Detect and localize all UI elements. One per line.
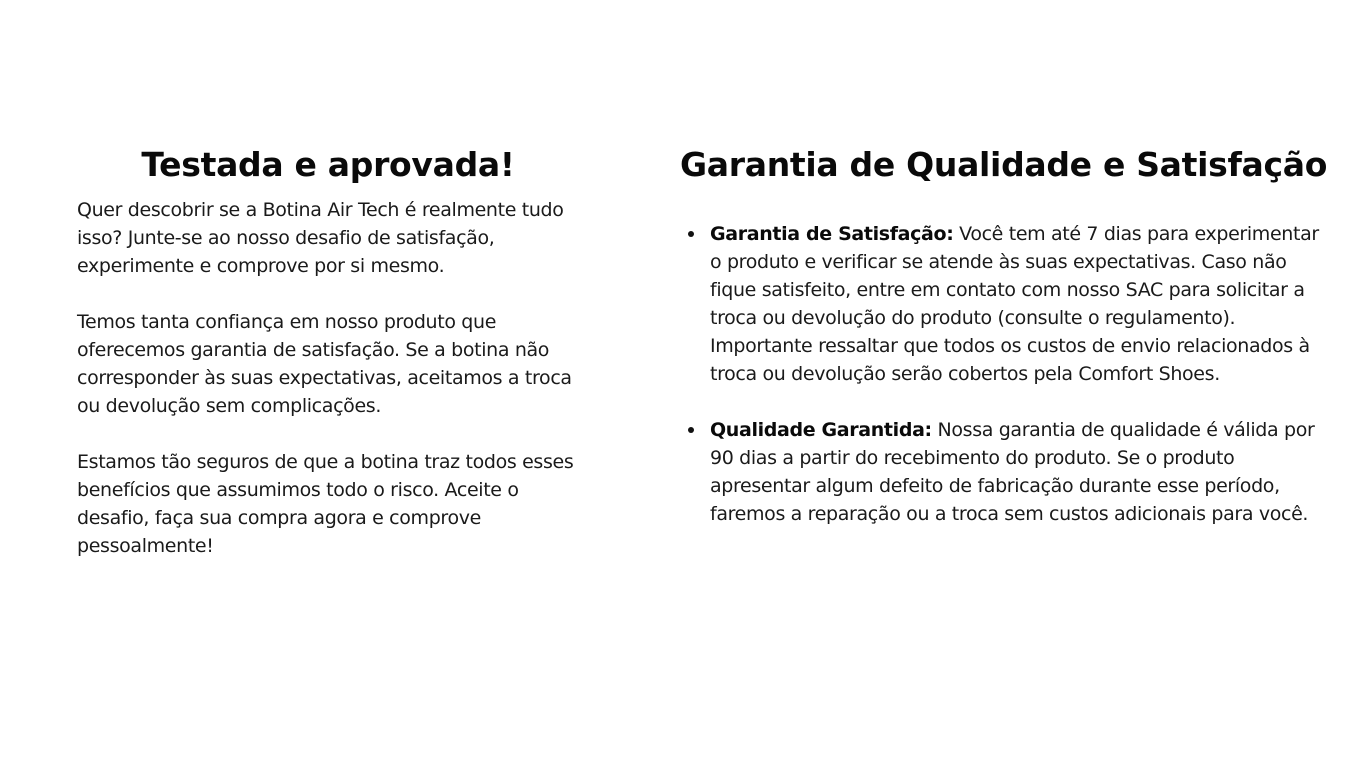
paragraph: Quer descobrir se a Botina Air Tech é realmente tudo isso? Junte-se ao nosso desafio de satisfação, experimente e comprove por si mesmo. bbox=[77, 199, 564, 277]
paragraph: Estamos tão seguros de que a botina traz todos esses benefícios que assumimos todo o risco. Aceite o desafio, faça sua compra agora e comprove pessoalmente! bbox=[77, 451, 574, 557]
satisfaction-challenge-section bbox=[77, 142, 579, 588]
paragraph: Temos tanta confiança em nosso produto que oferecemos garantia de satisfação. Se a botina não corresponder às suas expectativas, aceitamos a troca ou devolução sem complicações. bbox=[77, 311, 572, 417]
bullet-icon bbox=[688, 427, 694, 433]
list-item-heading: Garantia de Satisfação: bbox=[710, 223, 954, 245]
guarantee-list bbox=[680, 220, 1320, 528]
section-title: Garantia de Qualidade e Satisfação bbox=[680, 145, 1328, 184]
bullet-icon bbox=[688, 231, 694, 237]
section-title: Testada e aprovada! bbox=[141, 145, 515, 184]
list-item-text: Nossa garantia de qualidade é válida por 90 dias a partir do recebimento do produto. Se o produto apresentar algum defeito de fabricação durante esse período, faremos a reparação ou a troca sem custos adicionais para você. bbox=[710, 419, 1315, 525]
list-item-heading: Qualidade Garantida: bbox=[710, 419, 932, 441]
list-item bbox=[680, 416, 1320, 528]
list-item-text: Você tem até 7 dias para experimentar o produto e verificar se atende às suas expectativas. Caso não fique satisfeito, entre em contato com nosso SAC para solicitar a troca ou devolução do produto (consulte o regulamento). Importante ressaltar que todos os custos de envio relacionados à troca ou devolução serão cobertos pela Comfort Shoes. bbox=[710, 223, 1319, 385]
list-item bbox=[680, 220, 1320, 388]
guarantee-section bbox=[680, 142, 1328, 556]
